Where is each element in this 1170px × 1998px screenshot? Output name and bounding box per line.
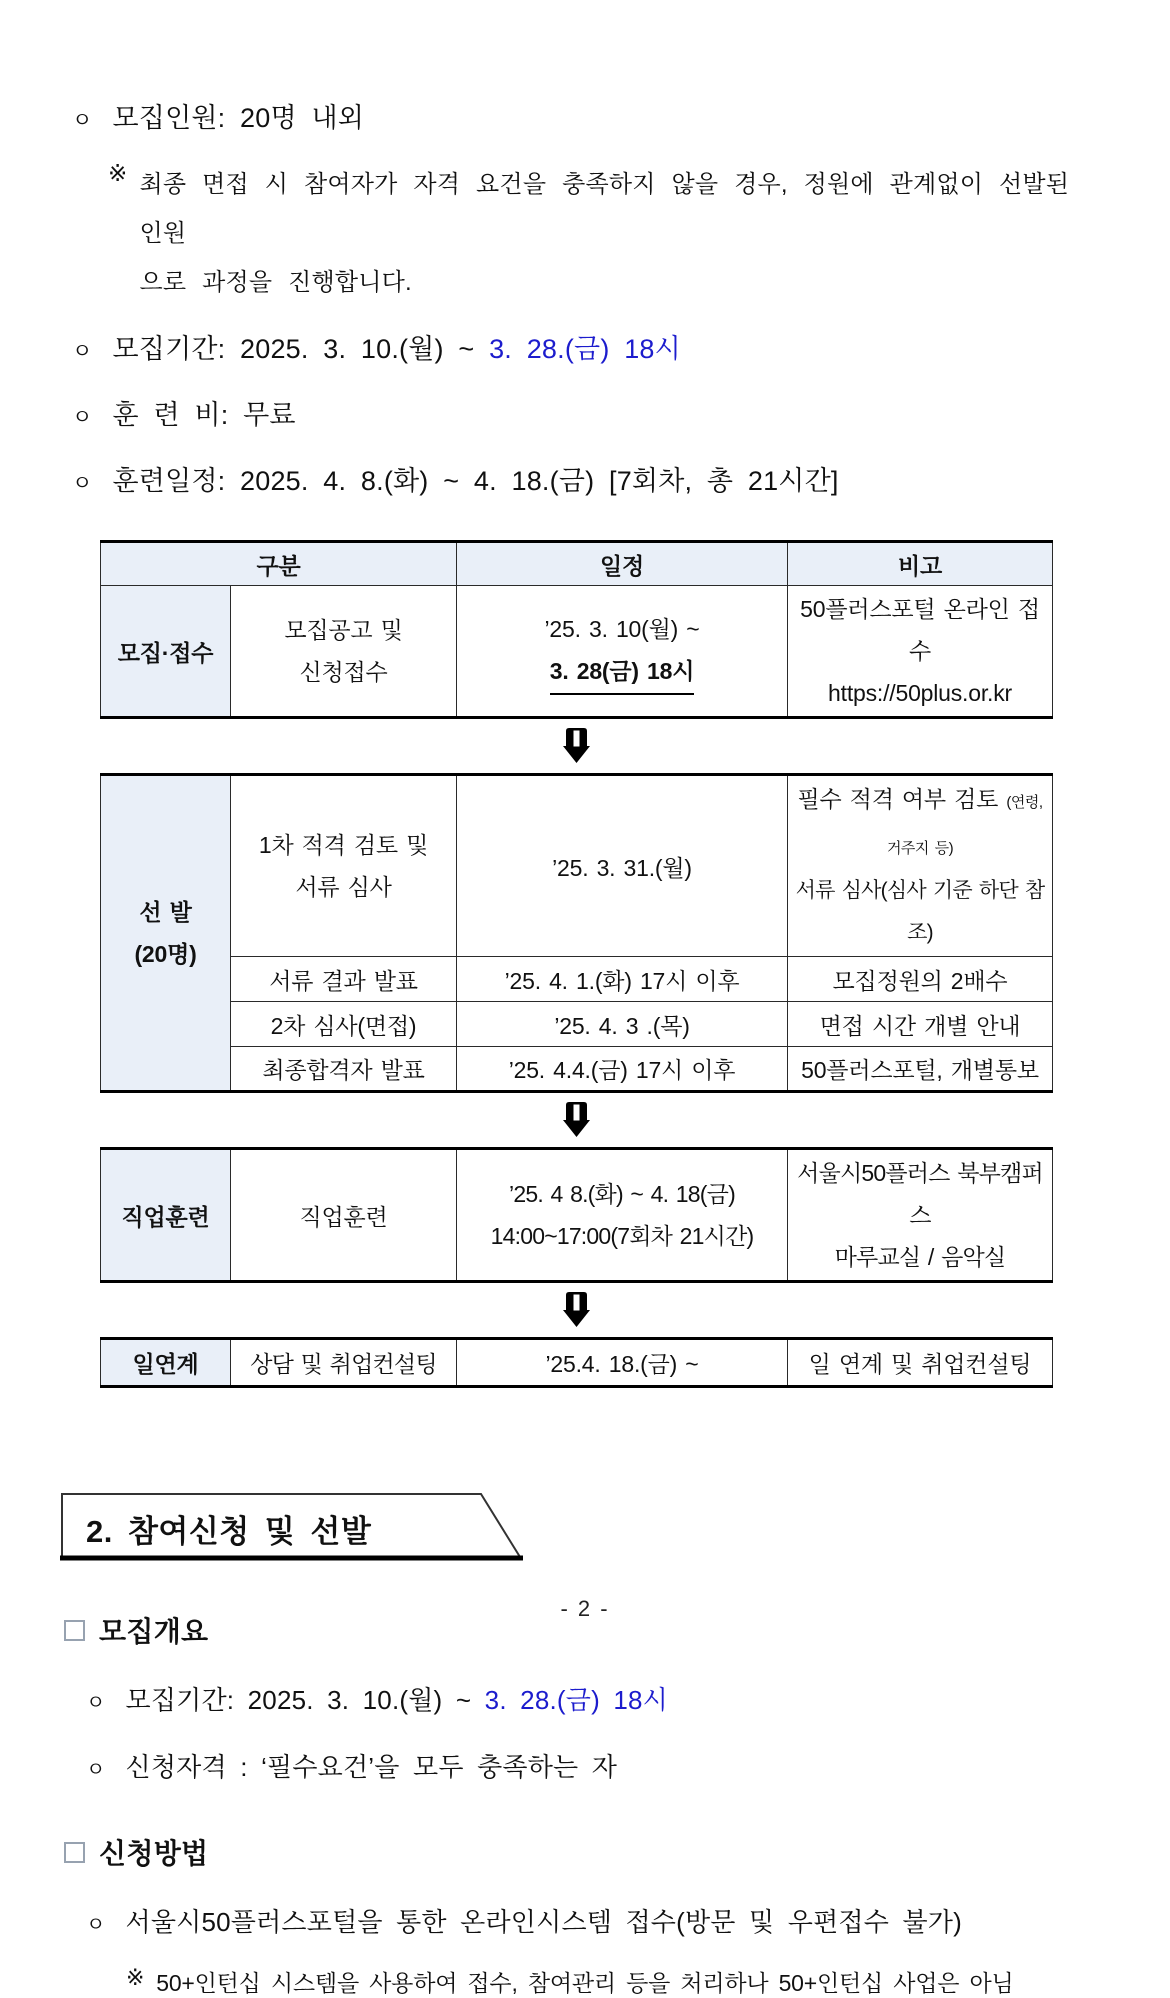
cell-note xyxy=(788,1149,1053,1282)
cell-sub: 상담 및 취업컨설팅 xyxy=(231,1339,457,1387)
circle-bullet-icon: ㅇ xyxy=(72,472,93,495)
cell-schedule: ’25. 4. 1.(화) 17시 이후 xyxy=(457,957,788,1002)
cell-sub: 서류 결과 발표 xyxy=(231,957,457,1002)
cell-schedule: ’25. 4.4.(금) 17시 이후 xyxy=(457,1047,788,1092)
cell-sub xyxy=(231,775,457,957)
cell-category: 직업훈련 xyxy=(101,1149,231,1282)
overview-period-text xyxy=(126,1680,668,1717)
circle-bullet-icon: ㅇ xyxy=(86,1692,106,1714)
cell-sub: 직업훈련 xyxy=(231,1149,457,1282)
recruit-period-line xyxy=(68,327,1106,366)
circle-bullet-icon: ㅇ xyxy=(72,340,93,363)
portal-url-text: https://50plus.or.kr xyxy=(828,680,1012,706)
schedule-table-area xyxy=(100,540,1052,1388)
sub-line2: 신청접수 xyxy=(299,659,388,685)
sub-line2: 서류 심사 xyxy=(295,874,392,900)
cell-schedule: ’25. 3. 31.(월) xyxy=(457,775,788,957)
reference-mark-icon: ※ xyxy=(108,160,128,186)
cell-note: 면접 시간 개별 안내 xyxy=(788,1002,1053,1047)
training-schedule-text: 훈련일정: 2025. 4. 8.(화) ~ 4. 18.(금) [7회차, 총 21시간] xyxy=(112,466,839,496)
fee-line xyxy=(68,393,1106,432)
table-row xyxy=(101,1339,1053,1387)
note-line1: 서울시50플러스 북부캠퍼스 xyxy=(797,1160,1043,1228)
cell-schedule xyxy=(457,1149,788,1282)
recruit-note xyxy=(108,160,1106,307)
category-line1: 선 발 xyxy=(139,899,192,925)
recruit-period-deadline: 3. 28.(금) 18시 xyxy=(489,334,681,364)
down-arrow-icon xyxy=(563,1102,590,1138)
flow-arrow-row xyxy=(100,719,1052,773)
cell-note xyxy=(788,586,1053,718)
note-line1-small: (연령, 거주지 등) xyxy=(886,794,1043,857)
circle-bullet-icon: ㅇ xyxy=(72,406,93,429)
eligibility-text: 신청자격 : ‘필수요건’을 모두 충족하는 자 xyxy=(125,1752,618,1782)
training-schedule-line xyxy=(68,459,1106,498)
eligibility-line xyxy=(86,1747,1106,1784)
cell-category xyxy=(101,775,231,1092)
method-note-text: 50+인턴십 시스템을 사용하여 접수, 참여관리 등을 처리하나 50+인턴십 사업은 아님 xyxy=(156,1970,1014,1996)
note-line1: 50플러스포털 온라인 접수 xyxy=(800,596,1040,664)
schedule-table-block4 xyxy=(100,1337,1053,1388)
method-header xyxy=(64,1832,1106,1872)
cell-schedule: ’25.4. 18.(금) ~ xyxy=(457,1339,788,1387)
method-header-text: 신청방법 xyxy=(99,1838,209,1869)
overview-header-text: 모집개요 xyxy=(99,1616,209,1647)
table-row xyxy=(101,1047,1053,1092)
cell-note xyxy=(788,775,1053,957)
header-note: 비고 xyxy=(788,542,1053,586)
note-line2: 마루교실 / 음악실 xyxy=(834,1244,1006,1270)
down-arrow-icon xyxy=(563,728,590,764)
circle-bullet-icon: ㅇ xyxy=(86,1914,106,1936)
note-line1: 필수 적격 여부 검토 xyxy=(797,786,999,812)
cell-sub: 2차 심사(면접) xyxy=(231,1002,457,1047)
recruit-count-text: 모집인원: 20명 내외 xyxy=(112,103,365,133)
table-header-row xyxy=(101,542,1053,586)
cell-sub: 최종합격자 발표 xyxy=(231,1047,457,1092)
recruit-note-line2: 으로 과정을 진행합니다. xyxy=(139,269,412,296)
cell-sub xyxy=(231,586,457,718)
cell-category: 모집·접수 xyxy=(101,586,231,718)
category-line2: (20명) xyxy=(134,941,197,967)
table-row xyxy=(101,957,1053,1002)
circle-bullet-icon: ㅇ xyxy=(72,109,93,132)
cell-category: 일연계 xyxy=(101,1339,231,1387)
method-note-line xyxy=(126,1965,1106,1998)
schedule-table-block1 xyxy=(100,540,1053,719)
recruit-period-prefix: 모집기간: 2025. 3. 10.(월) ~ xyxy=(112,334,490,364)
table-row xyxy=(101,1002,1053,1047)
header-schedule: 일정 xyxy=(457,542,788,586)
note-line2: 서류 심사(심사 기준 하단 참조) xyxy=(795,879,1045,944)
fee-text: 훈 련 비: 무료 xyxy=(112,400,296,430)
cell-note: 일 연계 및 취업컨설팅 xyxy=(788,1339,1053,1387)
down-arrow-icon xyxy=(563,1292,590,1328)
header-category: 구분 xyxy=(101,542,457,586)
circle-bullet-icon: ㅇ xyxy=(86,1759,106,1781)
schedule-table-block3 xyxy=(100,1147,1053,1283)
hollow-square-icon xyxy=(64,1842,85,1863)
reference-mark-icon: ※ xyxy=(126,1965,145,1990)
cell-schedule: ’25. 4. 3 .(목) xyxy=(457,1002,788,1047)
schedule-line1: ’25. 3. 10(월) ~ xyxy=(544,615,700,642)
section2-title: 2. 참여신청 및 선발 xyxy=(86,1514,372,1549)
cell-schedule xyxy=(457,586,788,718)
sub-line1: 모집공고 및 xyxy=(284,617,403,643)
schedule-line2: 14:00~17:00(7회차 21시간) xyxy=(490,1223,754,1249)
recruit-count-line xyxy=(68,96,1106,135)
table-row xyxy=(101,586,1053,718)
table-row xyxy=(101,775,1053,957)
schedule-line1: ’25. 4 8.(화) ~ 4. 18(금) xyxy=(509,1181,735,1207)
schedule-table-block2 xyxy=(100,773,1053,1093)
flow-arrow-row xyxy=(100,1283,1052,1337)
schedule-line2: 3. 28(금) 18시 xyxy=(550,650,694,695)
page-number: - 2 - xyxy=(560,1596,610,1621)
sub-line1: 1차 적격 검토 및 xyxy=(258,832,429,858)
flow-arrow-row xyxy=(100,1093,1052,1147)
method-online-line xyxy=(86,1902,1106,1939)
recruit-period-text xyxy=(113,327,681,366)
cell-note: 모집정원의 2배수 xyxy=(788,957,1053,1002)
cell-note: 50플러스포털, 개별통보 xyxy=(788,1047,1053,1092)
overview-period-deadline: 3. 28.(금) 18시 xyxy=(484,1685,668,1715)
overview-period-prefix: 모집기간: 2025. 3. 10.(월) ~ xyxy=(125,1685,485,1715)
recruit-note-line1: 최종 면접 시 참여자가 자격 요건을 충족하지 않을 경우, 정원에 관계없이 선발된 인원 xyxy=(139,171,1070,247)
overview-period-line xyxy=(86,1680,1106,1717)
hollow-square-icon xyxy=(64,1620,85,1641)
method-online-text: 서울시50플러스포털을 통한 온라인시스템 접수(방문 및 우편접수 불가) xyxy=(125,1907,962,1937)
section2-title-box xyxy=(60,1492,540,1562)
table-row xyxy=(101,1149,1053,1282)
